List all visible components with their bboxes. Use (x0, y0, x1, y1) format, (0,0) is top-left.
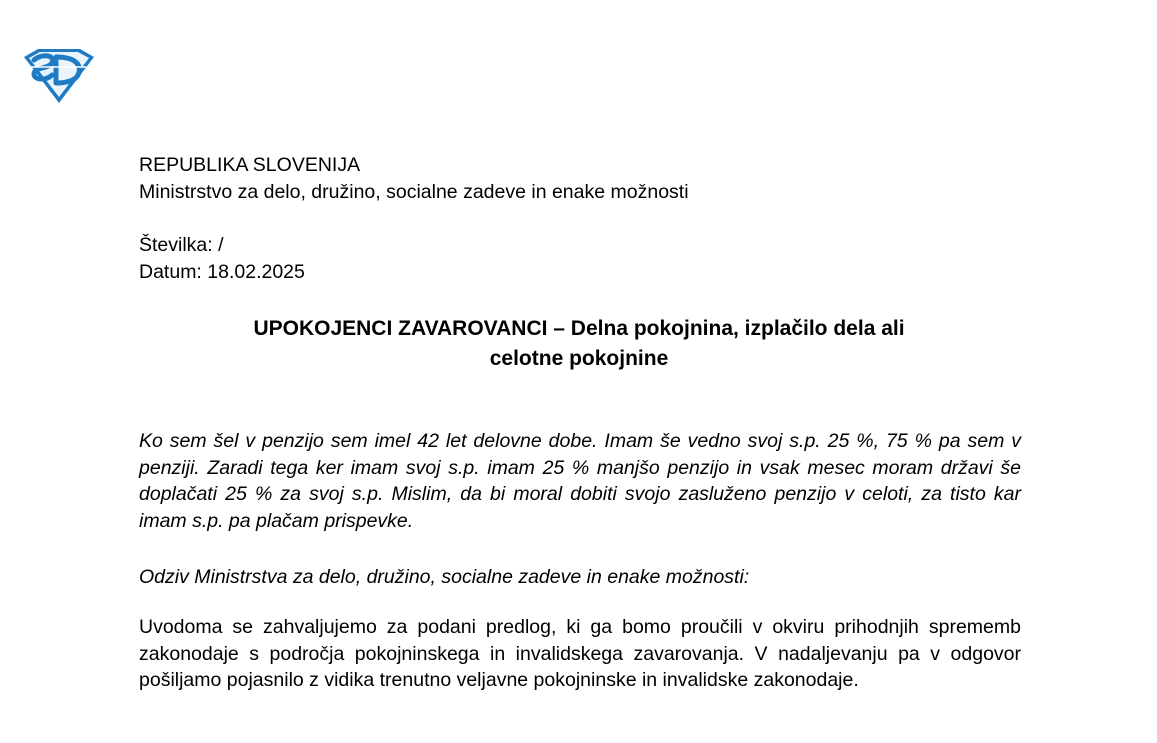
document-date: Datum: 18.02.2025 (139, 261, 305, 283)
citizen-question: Ko sem šel v penzijo sem imel 42 let delovne dobe. Imam še vedno svoj s.p. 25 %, 75 % pa sem v penziji. Zaradi tega ker imam svoj s.p. imam 25 % manjšo penzijo in vsak mesec moram državi še doplačati 25 % za svoj s.p. Mislim, da bi moral dobiti svojo zasluženo penzijo v celoti, za tisto kar imam s.p. pa plačam prispevke. (139, 430, 1021, 532)
ministry-name: Ministrstvo za delo, družino, socialne zadeve in enake možnosti (139, 181, 689, 203)
document-title (139, 314, 1019, 374)
ministry-diamond-logo-icon (22, 47, 96, 105)
title-line-1: UPOKOJENCI ZAVAROVANCI – Delna pokojnina, izplačilo dela ali (253, 317, 905, 340)
ministry-response-text: Uvodoma se zahvaljujemo za podani predlog, ki ga bomo proučili v okviru prihodnjih sprememb zakonodaje s področja pokojninskega in invalidskega zavarovanja. V nadaljevanju pa v odgovor pošiljamo pojasnilo z vidika trenutno veljavne pokojninske in invalidske zakonodaje. (139, 616, 1021, 691)
letterhead (139, 152, 689, 206)
ministry-response-heading: Odziv Ministrstva za delo, družino, socialne zadeve in enake možnosti: (139, 566, 750, 588)
country-name: REPUBLIKA SLOVENIJA (139, 154, 361, 176)
document-meta (139, 232, 305, 286)
ministry-logo (22, 47, 96, 105)
document-number: Številka: / (139, 234, 224, 256)
title-line-2: celotne pokojnine (489, 347, 669, 370)
